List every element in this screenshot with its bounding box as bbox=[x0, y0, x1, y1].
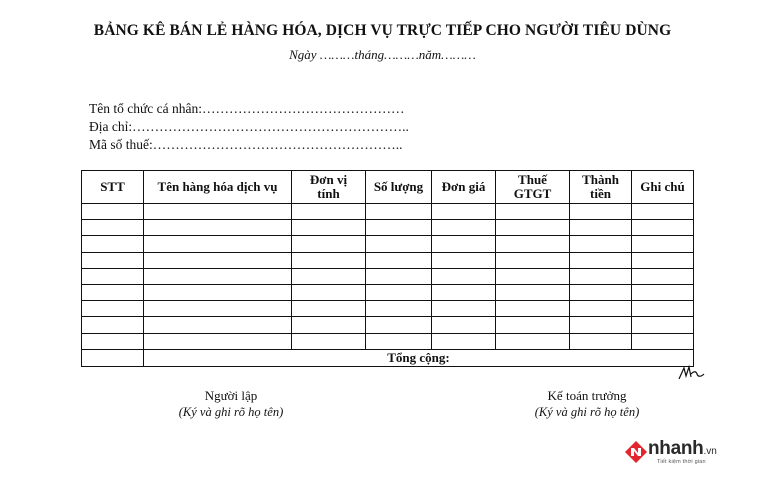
chief-accountant-note: (Ký và ghi rõ họ tên) bbox=[534, 405, 640, 419]
table-row bbox=[82, 204, 694, 220]
col-header-item-name: Tên hàng hóa dịch vụ bbox=[144, 171, 292, 204]
col-header-unit-price: Đơn giá bbox=[432, 171, 496, 204]
table-row bbox=[82, 301, 694, 317]
sales-list-table bbox=[81, 170, 694, 367]
col-header-amount: Thành tiền bbox=[570, 171, 632, 204]
nhanh-watermark-logo bbox=[624, 438, 744, 468]
brand-name: nhanh bbox=[648, 438, 704, 459]
preparer-signature-block bbox=[146, 388, 316, 420]
chief-accountant-signature-block bbox=[512, 388, 662, 420]
tax-code-line: Mã số thuế:……………………………………………….. bbox=[89, 137, 403, 152]
chief-accountant-label: Kế toán trưởng bbox=[547, 388, 627, 403]
nhanh-logo-icon bbox=[624, 440, 648, 464]
date-line: Ngày ………tháng………năm……… bbox=[289, 47, 476, 62]
brand-tld: .vn bbox=[703, 446, 717, 457]
org-name-line: Tên tổ chức cá nhân:……………………………………… bbox=[89, 101, 405, 116]
total-label: Tổng cộng: bbox=[387, 349, 450, 365]
table-row bbox=[82, 236, 694, 252]
table-row bbox=[82, 284, 694, 300]
document-title: BẢNG KÊ BÁN LẺ HÀNG HÓA, DỊCH VỤ TRỰC TIẾP CHO NGƯỜI TIÊU DÙNG bbox=[93, 22, 672, 39]
table-row bbox=[82, 317, 694, 333]
col-header-quantity: Số lượng bbox=[366, 171, 432, 204]
col-header-notes: Ghi chú bbox=[632, 171, 694, 204]
initials-scribble bbox=[676, 362, 706, 382]
col-header-stt: STT bbox=[82, 171, 144, 204]
col-header-vat: Thuế GTGT bbox=[496, 171, 570, 204]
col-header-unit: Đơn vị tính bbox=[292, 171, 366, 204]
preparer-label: Người lập bbox=[204, 388, 258, 403]
brand-tagline: Tiết kiệm thời gian bbox=[657, 459, 706, 465]
table-row bbox=[82, 220, 694, 236]
table-row bbox=[82, 252, 694, 268]
nhanh-brand-text bbox=[648, 438, 717, 460]
total-row bbox=[82, 349, 694, 366]
table-header-row bbox=[82, 171, 694, 204]
preparer-note: (Ký và ghi rõ họ tên) bbox=[178, 405, 284, 419]
table-row bbox=[82, 268, 694, 284]
address-line: Địa chỉ:…………………………………………………….. bbox=[89, 119, 409, 134]
table-row bbox=[82, 333, 694, 349]
